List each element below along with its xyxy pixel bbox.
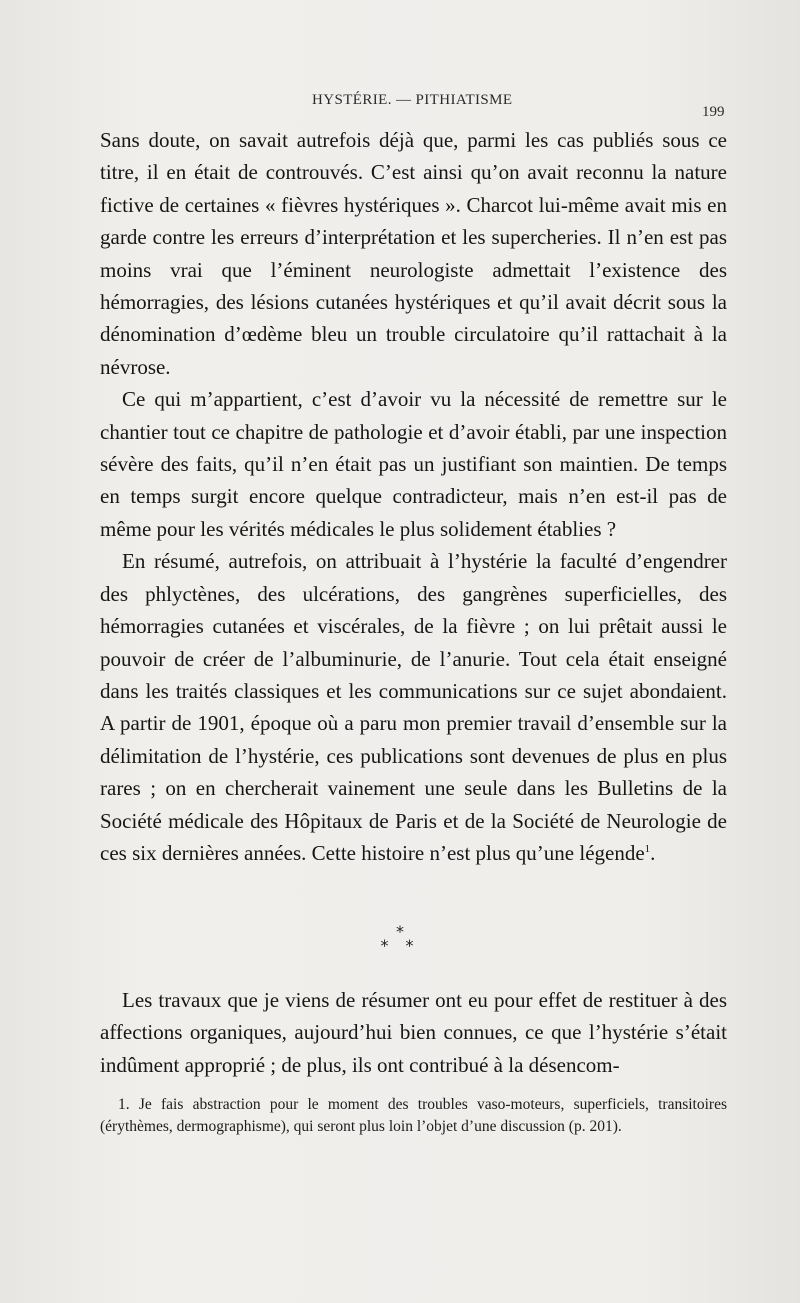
paragraph-3-text: En résumé, autrefois, on attribuait à l’hystérie la faculté d’engendrer des phlyctènes, des ulcérations, des gangrènes superficielles, des hémorragies cutanées et viscérales, de la fièvre ; on lui prêtait aussi le pouvoir de créer de l’albuminurie, de l’anurie. Tout cela était enseigné dans les traités classiques et les communications sur ce sujet abondaient. A partir de 1901, époque où a paru mon premier travail d’ensemble sur la délimitation de l’hystérie, ces publications sont devenues de plus en plus rares ; on en chercherait vainement une seule dans les Bulletins de la Société médicale des Hôpitaux de Paris et de la Société de Neurologie de ces six dernières années. Cette histoire n’est plus qu’une légende [100,549,727,865]
paragraph-3-end: . [650,840,656,865]
footnote-text: 1. Je fais abstraction pour le moment des troubles vaso-moteurs, superficiels, transitoires (érythèmes, dermographisme), qui seront plus loin l’objet d’une discussion (p. 201). [100,1096,727,1135]
page-number: 199 [702,104,725,120]
footnote [100,1094,727,1138]
main-text [100,124,727,869]
paragraph-3 [100,545,727,869]
second-section [100,984,727,1081]
running-head [0,92,800,122]
separator-bottom-stars: * * [380,936,420,955]
separator-top-star: * [396,922,404,941]
paragraph-1: Sans doute, on savait autrefois déjà que, parmi les cas publiés sous ce titre, il en était de controuvés. C’est ainsi qu’on avait reconnu la nature fictive de certaines « fièvres hystériques ». Charcot lui-même avait mis en garde contre les erreurs d’interprétation et les supercheries. Il n’en est pas moins vrai que l’éminent neurologiste admettait l’existence des hémorragies, des lésions cutanées hystériques et qu’il avait décrit sous la dénomination d’œdème bleu un trouble circulatoire qu’il rattachait à la névrose. [100,128,727,379]
paragraph-2: Ce qui m’appartient, c’est d’avoir vu la nécessité de remettre sur le chantier tout ce chapitre de pathologie et d’avoir établi, par une inspection sévère des faits, qu’il n’en était pas un justifiant son maintien. De temps en temps surgit encore quelque contradicteur, mais n’en est-il pas de même pour les vérités médicales le plus solidement établies ? [100,387,727,541]
paragraph-4: Les travaux que je viens de résumer ont eu pour effet de restituer à des affections organiques, aujourd’hui bien connues, ce que l’hystérie s’était indûment approprié ; de plus, ils ont contribué à la désencom- [100,988,727,1077]
section-separator [0,922,800,955]
footnote-marker: 1 [644,842,651,855]
running-title: HYSTÉRIE. — PITHIATISME [312,92,513,108]
